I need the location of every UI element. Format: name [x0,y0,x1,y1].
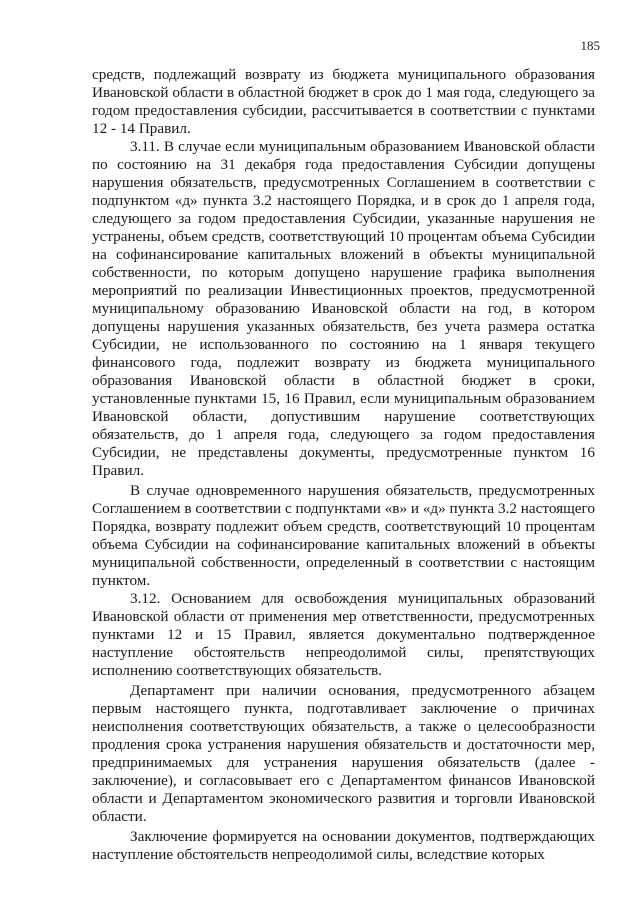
document-body [92,66,595,864]
paragraph-simultaneous-violation: В случае одновременного нарушения обязательств, предусмотренных Соглашением в соответствии с подпунктами «в» и «д» пункта 3.2 настоящего Порядка, возврату подлежит объем средств, соответствующий 10 процентам объема Субсидии на софинансирование капитальных вложений в объекты муниципальной собственности, определенный в соответствии с настоящим пунктом. [92,482,595,589]
paragraph-3-12: 3.12. Основанием для освобождения муниципальных образований Ивановской области от применения мер ответственности, предусмотренных пунктами 12 и 15 Правил, является документально подтвержденное наступление обстоятельств непреодолимой силы, препятствующих исполнению соответствующих обязательств. [92,590,595,679]
page-number: 185 [580,38,600,53]
paragraph-department-conclusion: Департамент при наличии основания, предусмотренного абзацем первым настоящего пункта, подготавливает заключение о причинах неисполнения соответствующих обязательств, а также о целесообразности продления срока устранения нарушения обязательств и достаточности мер, предпринимаемых для устранения нарушения обязательств (далее - заключение), и согласовывает его с Департаментом финансов Ивановской области и Департаментом экономического развития и торговли Ивановской области. [92,682,595,825]
paragraph-3-11: 3.11. В случае если муниципальным образованием Ивановской области по состоянию на 31 декабря года предоставления Субсидии допущены нарушения обязательств, предусмотренных Соглашением в соответствии с подпунктом «д» пункта 3.2 настоящего Порядка, и в срок до 1 апреля года, следующего за годом предоставления Субсидии, указанные нарушения не устранены, объем средств, соответствующий 10 процентам объема Субсидии на софинансирование капитальных вложений в объекты муниципальной собственности, по которым допущено нарушение графика выполнения мероприятий по реализации Инвестиционных проектов, предусмотренной муниципальному образованию Ивановской области на год, в котором допущены нарушения указанных обязательств, без учета размера остатка Субсидии, не использованного по состоянию на 1 января текущего финансового года, подлежит возврату из бюджета муниципального образования Ивановской области в областной бюджет в сроки, установленные пунктами 15, 16 Правил, если муниципальным образованием Ивановской области, допустившим нарушение соответствующих обязательств, до 1 апреля года, следующего за годом предоставления Субсидии, не представлены документы, предусмотренные пунктом 16 Правил. [92,138,595,479]
paragraph-continuation: средств, подлежащий возврату из бюджета муниципального образования Ивановской области в областной бюджет в срок до 1 мая года, следующего за годом предоставления субсидии, рассчитывается в соответствии с пунктами 12 - 14 Правил. [92,66,595,137]
paragraph-conclusion-basis: Заключение формируется на основании документов, подтверждающих наступление обстоятельств непреодолимой силы, вследствие которых [92,828,595,863]
